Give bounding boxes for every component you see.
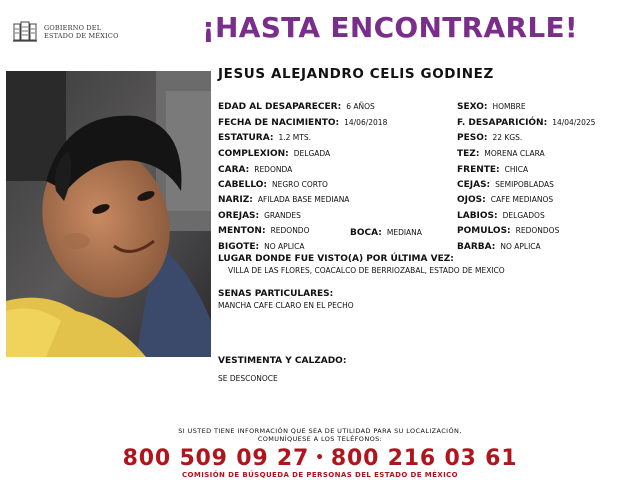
missing-person-photo (6, 71, 211, 357)
field-label: SEXO: (457, 102, 488, 112)
field-label: EDAD AL DESAPARECER: (218, 102, 342, 112)
field-label: PESO: (457, 133, 488, 143)
last-seen-value: VILLA DE LAS FLORES, COACALCO DE BERRIOZABAL, ESTADO DE MEXICO (228, 266, 505, 275)
headline: ¡HASTA ENCONTRARLE! (201, 11, 578, 44)
field-value: NO APLICA (500, 242, 541, 251)
field-label: COMPLEXION: (218, 149, 289, 159)
person-name: JESUS ALEJANDRO CELIS GODINEZ (218, 66, 494, 82)
footer-note-line-2: COMUNÍQUESE A LOS TELÉFONOS: (257, 435, 383, 443)
field-label: CABELLO: (218, 180, 267, 190)
phone-separator: • (315, 450, 325, 466)
field-label: CEJAS: (457, 180, 491, 190)
field-label: NARIZ: (218, 195, 253, 205)
field-label: TEZ: (457, 149, 480, 159)
field-label: ESTATURA: (218, 133, 274, 143)
field-value: GRANDES (264, 211, 301, 220)
field-boca (350, 222, 422, 240)
field-value: CHICA (504, 165, 529, 174)
field-label: OJOS: (457, 195, 486, 205)
field-label: LABIOS: (457, 211, 498, 221)
field-value: 1.2 MTS. (278, 133, 311, 142)
field-value: DELGADA (293, 149, 331, 158)
field-value: REDONDA (254, 165, 293, 174)
field-value: CAFE MEDIANOS (490, 195, 554, 204)
phone-number-1: 800 509 09 27 (122, 446, 310, 471)
last-seen-label: LUGAR DONDE FUE VISTO(A) POR ÚLTIMA VEZ: (218, 254, 454, 264)
clothing-label: VESTIMENTA Y CALZADO: (218, 356, 347, 366)
field-value: REDONDOS (515, 226, 560, 235)
field-bigote (218, 236, 304, 254)
field-value: 22 KGS. (492, 133, 523, 142)
field-label: POMULOS: (457, 226, 511, 236)
field-value: REDONDO (270, 226, 310, 235)
field-value: AFILADA BASE MEDIANA (257, 195, 350, 204)
field-label: FRENTE: (457, 165, 500, 175)
field-value: NO APLICA (264, 242, 305, 251)
commission-name: COMISIÓN DE BÚSQUEDA DE PERSONAS DEL ESTADO DE MÉXICO (181, 471, 459, 479)
logo-line-1: GOBIERNO DEL (44, 24, 102, 32)
clothing-value: SE DESCONOCE (218, 374, 278, 383)
field-value: 14/06/2018 (344, 118, 388, 127)
field-label: OREJAS: (218, 211, 260, 221)
field-label: F. DESAPARICIÓN: (457, 118, 548, 128)
field-value: 14/04/2025 (552, 118, 596, 127)
field-barba (457, 236, 541, 254)
logo-line-2: ESTADO DE MÉXICO (44, 32, 119, 40)
field-value: MEDIANA (386, 228, 422, 237)
field-label: BIGOTE: (218, 242, 260, 252)
field-label: FECHA DE NACIMIENTO: (218, 118, 340, 128)
field-label: CARA: (218, 165, 250, 175)
field-value: 6 AÑOS (346, 102, 375, 111)
field-value: SEMIPOBLADAS (495, 180, 554, 189)
coat-of-arms-icon (12, 20, 38, 44)
logo-text (44, 24, 119, 40)
field-label: BARBA: (457, 242, 496, 252)
phone-number-2: 800 216 03 61 (330, 446, 518, 471)
phone-numbers (0, 446, 640, 471)
government-logo (12, 20, 119, 44)
distinguishing-marks-label: SENAS PARTICULARES: (218, 289, 334, 299)
footer-note-line-1: SI USTED TIENE INFORMACIÓN QUE SEA DE UTILIDAD PARA SU LOCALIZACIÓN, (178, 427, 462, 435)
field-label: BOCA: (350, 228, 382, 238)
field-label: MENTON: (218, 226, 266, 236)
distinguishing-marks-value: MANCHA CAFE CLARO EN EL PECHO (218, 301, 354, 310)
field-value: NEGRO CORTO (271, 180, 328, 189)
field-value: MORENA CLARA (484, 149, 545, 158)
field-value: DELGADOS (502, 211, 545, 220)
field-value: HOMBRE (492, 102, 526, 111)
